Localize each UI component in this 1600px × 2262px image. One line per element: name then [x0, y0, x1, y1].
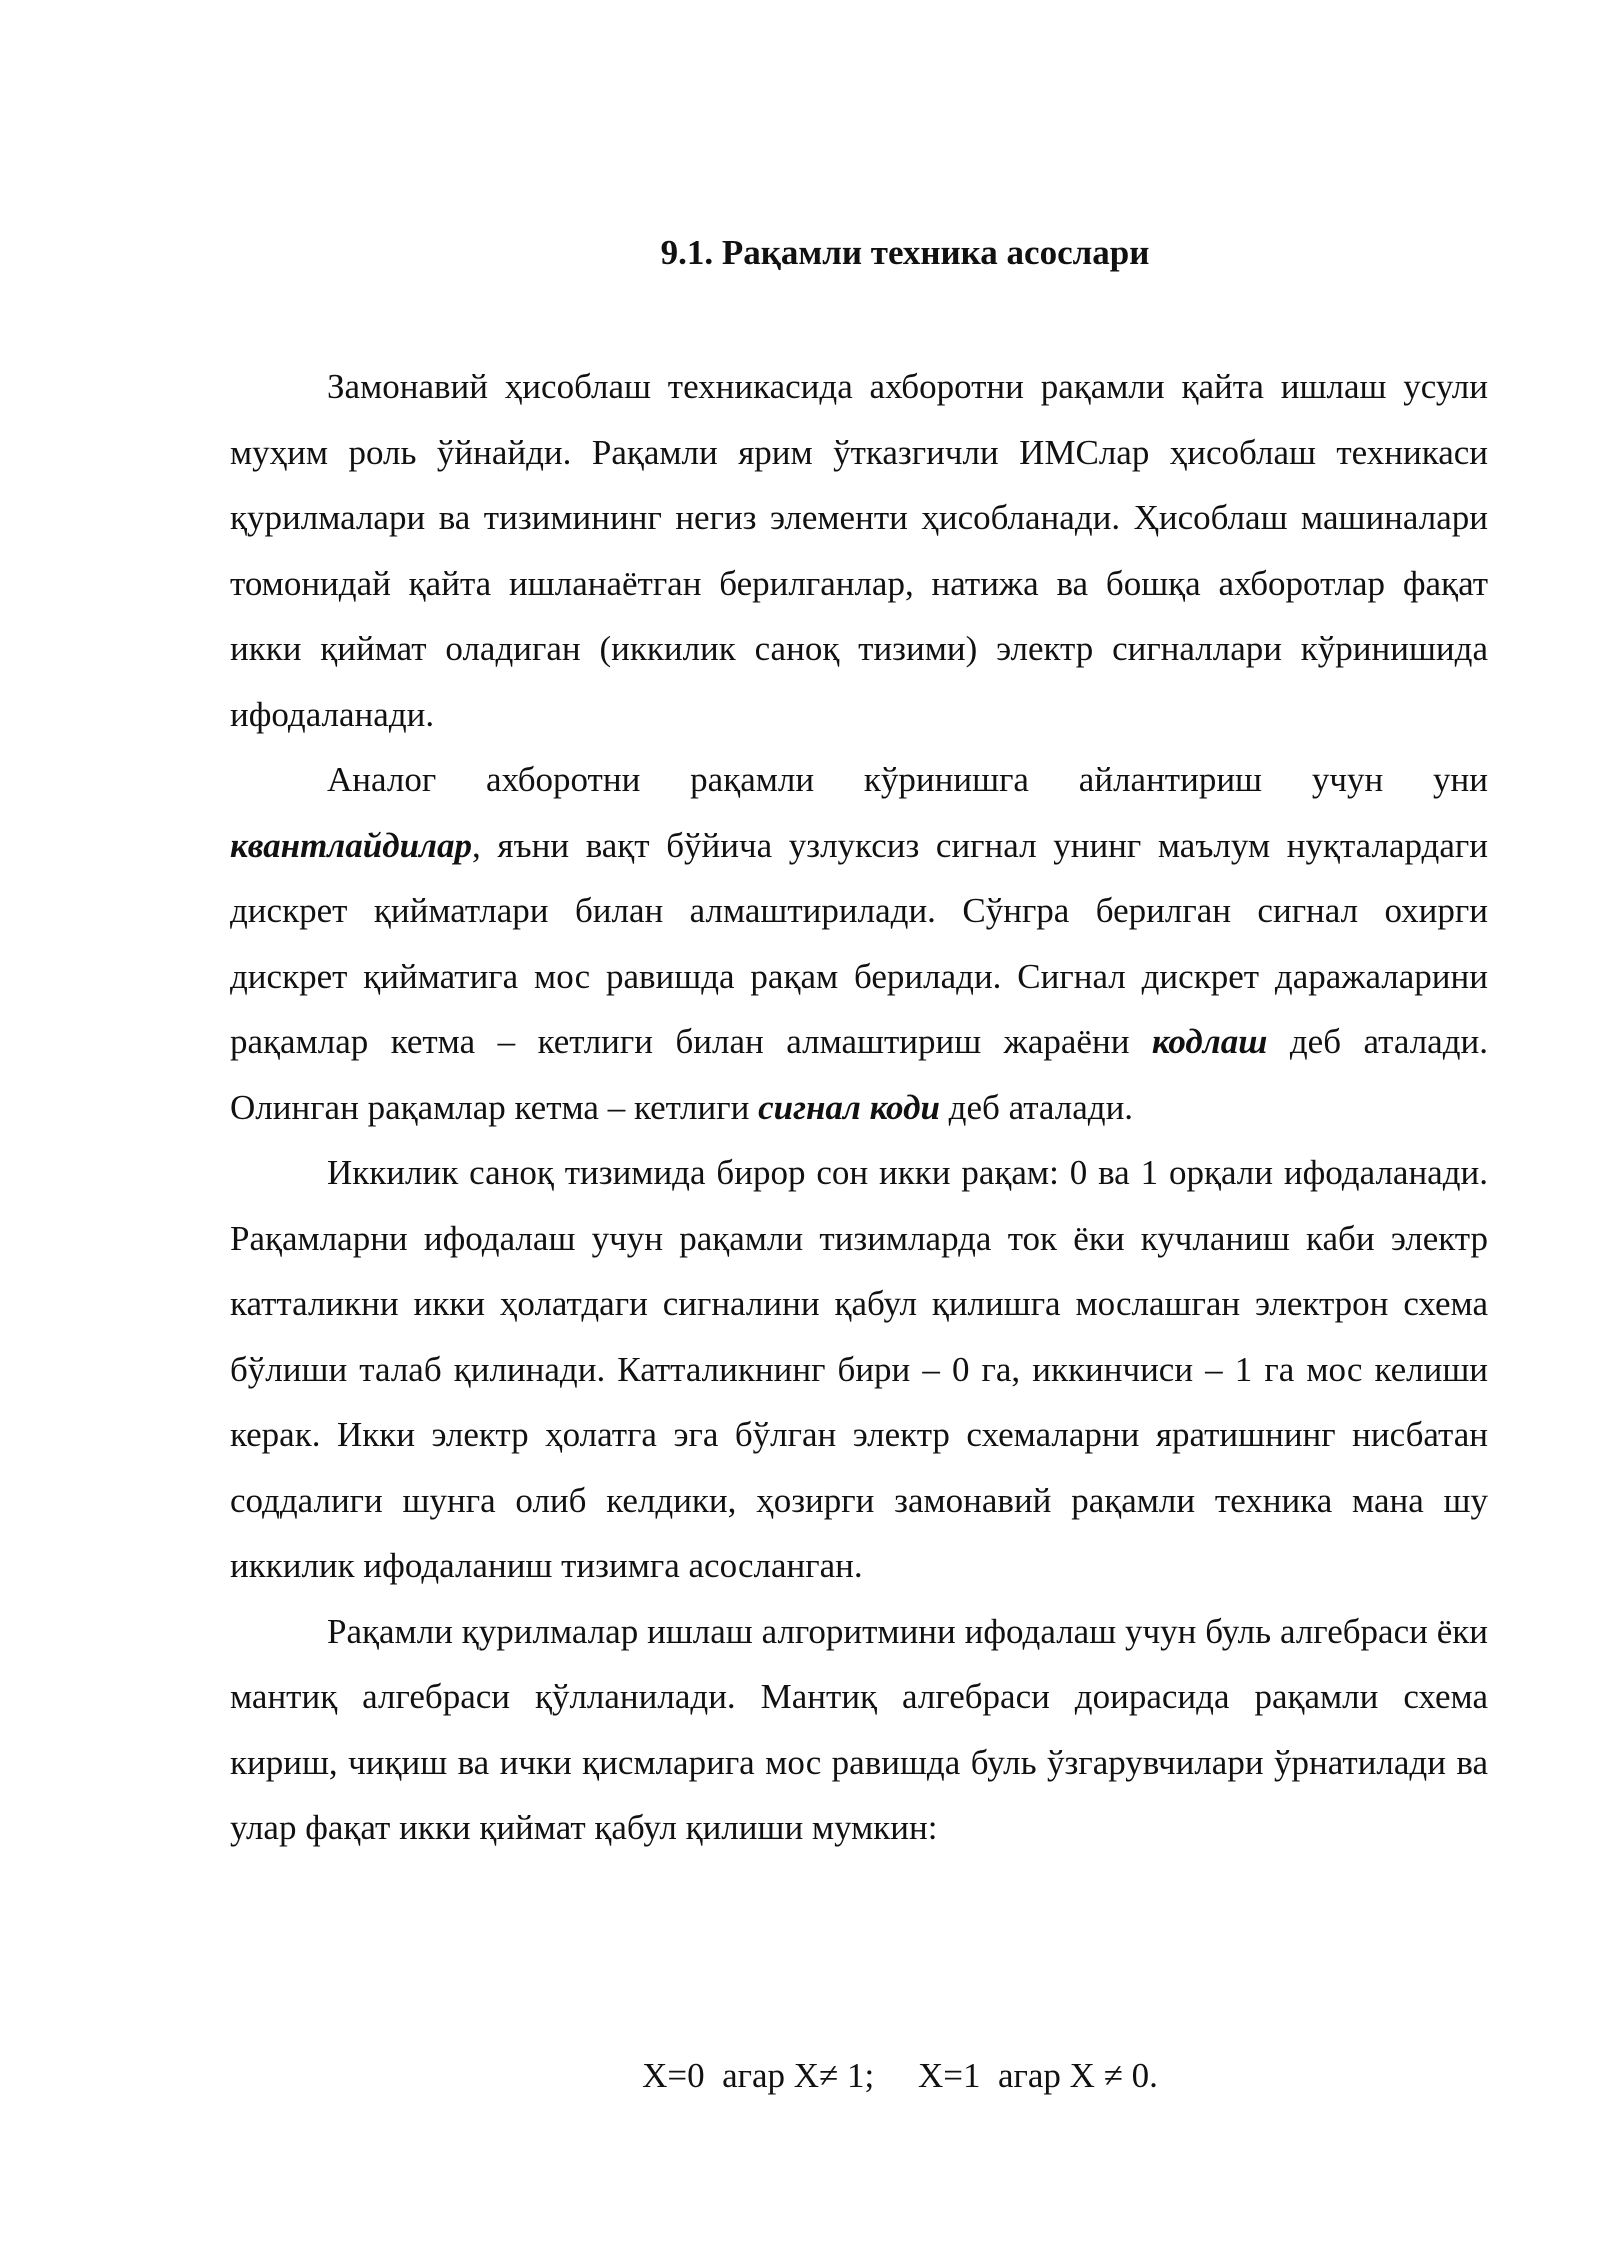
paragraph-2-part-2: , яъни вақт бўйича узлуксиз сигнал унинг маълум нуқталардаги дискрет қийматлари билан алмаштирилади. Сўнгра берилган сигнал охирги дискрет қийматига мос равишда рақам берилади. Сигнал дискрет даражаларини рақамлар кетма – кетлиги билан алмаштириш жараёни [230, 825, 1488, 1061]
body-text [230, 354, 1488, 1861]
term-quantize: квантлайдилар [230, 825, 473, 865]
section-title: 9.1. Рақамли техника асослари [660, 233, 1150, 272]
term-signal-code: сигнал коди [758, 1087, 940, 1127]
term-coding: кодлаш [1151, 1022, 1268, 1061]
paragraph-1: Замонавий ҳисоблаш техникасида ахборотни рақамли қайта ишлаш усули муҳим роль ўйнайди. Рақамли ярим ўтказгичли ИМСлар ҳисоблаш техникаси қурилмалари ва тизимининг негиз элементи ҳисобланади. Ҳисоблаш машиналари томонидай қайта ишланаётган берилганлар, натижа ва бошқа ахборотлар фақат икки қиймат оладиган (иккилик саноқ тизими) электр сигналлари кўринишида ифодаланади. [230, 367, 1488, 734]
paragraph-2-part-3: деб аталади. Олинган рақамлар кетма – кетлиги [230, 1022, 1488, 1127]
paragraph-3: Иккилик саноқ тизимида бирор сон икки рақам: 0 ва 1 орқали ифодаланади. Рақамларни ифодалаш учун рақамли тизимларда ток ёки кучланиш каби электр катталикни икки ҳолатдаги сигналини қабул қилишга мослашган электрон схема бўлиши талаб қилинади. Катталикнинг бири – 0 га, иккинчиси – 1 га мос келиши керак. Икки электр ҳолатга эга бўлган электр схемаларни яратишнинг нисбатан соддалиги шунга олиб келдики, ҳозирги замонавий рақамли техника мана шу иккилик ифодаланиш тизимга асосланган. [230, 1153, 1488, 1585]
boolean-formula: X=0 агар X≠ 1; X=1 агар X ≠ 0. [642, 2056, 1158, 2095]
paragraph-4: Рақамли қурилмалар ишлаш алгоритмини ифодалаш учун буль алгебраси ёки мантиқ алгебраси қўлланилади. Мантиқ алгебраси доирасида рақамли схема кириш, чиқиш ва ички қисмларига мос равишда буль ўзгарувчилари ўрнатилади ва улар фақат икки қиймат қабул қилиши мумкин: [230, 1611, 1488, 1847]
paragraph-2-part-1: Аналог ахборотни рақамли кўринишга айлантириш учун уни [327, 760, 1488, 799]
paragraph-2-part-4: деб аталади. [939, 1087, 1134, 1127]
paragraph-2 [230, 747, 1488, 1140]
